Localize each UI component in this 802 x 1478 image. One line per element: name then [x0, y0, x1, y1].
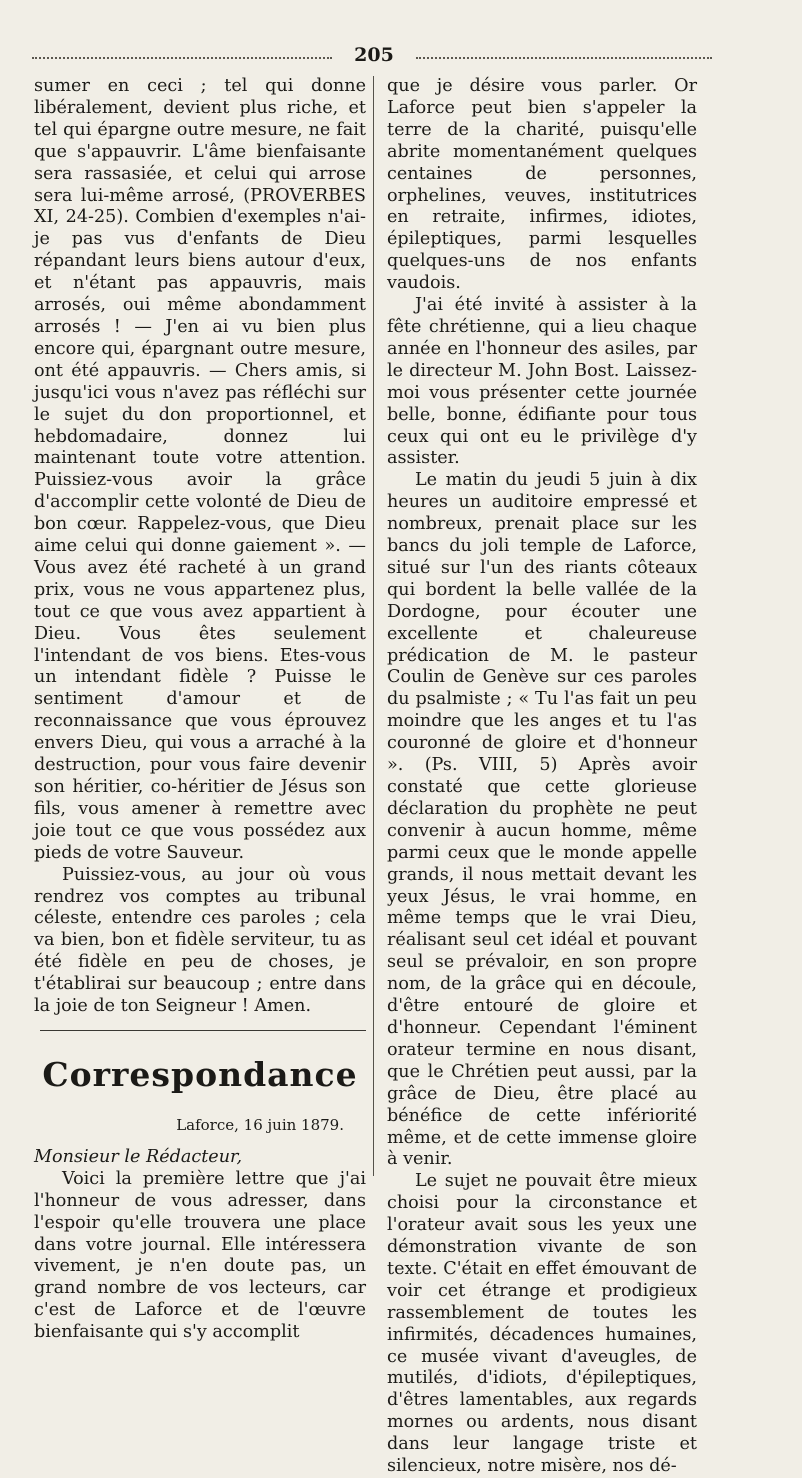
paragraph: Le matin du jeudi 5 juin à dix heures un auditoire empressé et nombreux, prenait place sur les bancs du joli temple de Laforce, situé sur l'un des riants côteaux qui bordent la belle vallée de la Dordogne, pour écouter une excellente et chaleureuse prédication de M. le pasteur Coulin de Genève sur ces paroles du psalmiste ; « Tu l'as fait un peu moindre que les anges et tu l'as couronné de gloire et d'honneur ». (Ps. VIII, 5) Après avoir constaté que cette glorieuse déclaration du prophète ne peut convenir à aucun homme, même parmi ceux que le monde appelle grands, il nous mettait devant les yeux Jésus, le vrai homme, en même temps que le vrai Dieu, réalisant seul cet idéal et pouvant seul se prévaloir, en son propre nom, de la grâce qui en découle, d'être entouré de gloire et d'honneur. Cependant l'éminent orateur termine en nous disant, que le Chrétien peut aussi, par la grâce de Dieu, être placé au bénéfice de cette infériorité même, et de cette immense gloire à venir.: [387, 470, 697, 1170]
paragraph: Voici la première lettre que j'ai l'honneur de vous adresser, dans l'espoir qu'elle trouvera une place dans votre journal. Elle intéressera vivement, je n'en doute pas, un grand nombre de vos lecteurs, car c'est de Laforce et de l'œuvre bienfaisante qui s'y accomplit: [34, 1168, 366, 1343]
letter-salutation: Monsieur le Rédacteur,: [34, 1146, 243, 1167]
header-ornament-left: [32, 57, 332, 59]
section-heading: Correspondance: [42, 1054, 358, 1094]
running-header: [32, 44, 712, 70]
section-divider: [40, 1030, 366, 1031]
paragraph: Puissiez-vous, au jour où vous rendrez vos comptes au tribunal céleste, entendre ces paroles ; cela va bien, bon et fidèle serviteur, tu as été fidèle en peu de choses, je t'établirai sur beaucoup ; entre dans la joie de ton Seigneur ! Amen.: [34, 864, 366, 1017]
letter-dateline: Laforce, 16 juin 1879.: [176, 1115, 344, 1134]
left-column: [34, 76, 366, 1344]
paragraph: sumer en ceci ; tel qui donne libéralement, devient plus riche, et tel qui épargne outre mesure, ne fait que s'appauvrir. L'âme bienfaisante sera rassasiée, et celui qui arrose sera lui-même arrosé, (PROVERBES XI, 24-25). Combien d'exemples n'ai-je pas vus d'enfants de Dieu répandant leurs biens autour d'eux, et n'étant pas appauvris, mais arrosés, oui même abondamment arrosés ! — J'en ai vu bien plus encore qui, épargnant outre mesure, ont été appauvris. — Chers amis, si jusqu'ici vous n'avez pas réfléchi sur le sujet du don proportionnel, et hebdomadaire, donnez lui maintenant toute votre attention. Puissiez-vous avoir la grâce d'accomplir cette volonté de Dieu de bon cœur. Rappelez-vous, que Dieu aime celui qui donne gaiement ». — Vous avez été racheté à un grand prix, vous ne vous appartenez plus, tout ce que vous avez appartient à Dieu. Vous êtes seulement l'intendant de vos biens. Etes-vous un intendant fidèle ? Puisse le sentiment d'amour et de reconnaissance que vous éprouvez envers Dieu, qui vous a arraché à la destruction, pour vous faire devenir son héritier, co-héritier de Jésus son fils, vous amener à remettre avec joie tout ce que vous possédez aux pieds de votre Sauveur.: [34, 76, 366, 863]
paragraph: J'ai été invité à assister à la fête chrétienne, qui a lieu chaque année en l'honneur des asiles, par le directeur M. John Bost. Laissez-moi vous présenter cette journée belle, bonne, édifiante pour tous ceux qui ont eu le privilège d'y assister.: [387, 295, 697, 469]
right-column: [387, 76, 697, 1478]
page-number: 205: [354, 44, 394, 66]
column-divider: [373, 76, 374, 1176]
paragraph: Le sujet ne pouvait être mieux choisi pour la circonstance et l'orateur avait sous les yeux une démonstration vivante de son texte. C'était en effet émouvant de voir cet étrange et prodigieux rassemblement de toutes les infirmités, décadences humaines, ce musée vivant d'aveugles, de mutilés, d'idiots, d'épileptiques, d'êtres lamentables, aux regards mornes ou ardents, nous disant dans leur langage triste et silencieux, notre misère, nos dé-: [387, 1171, 697, 1477]
paragraph: que je désire vous parler. Or Laforce peut bien s'appeler la terre de la charité, puisqu'elle abrite momentanément quelques centaines de personnes, orphelines, veuves, institutrices en retraite, infirmes, idiotes, épileptiques, parmi lesquelles quelques-uns de nos enfants vaudois.: [387, 76, 697, 294]
header-ornament-right: [416, 57, 712, 59]
